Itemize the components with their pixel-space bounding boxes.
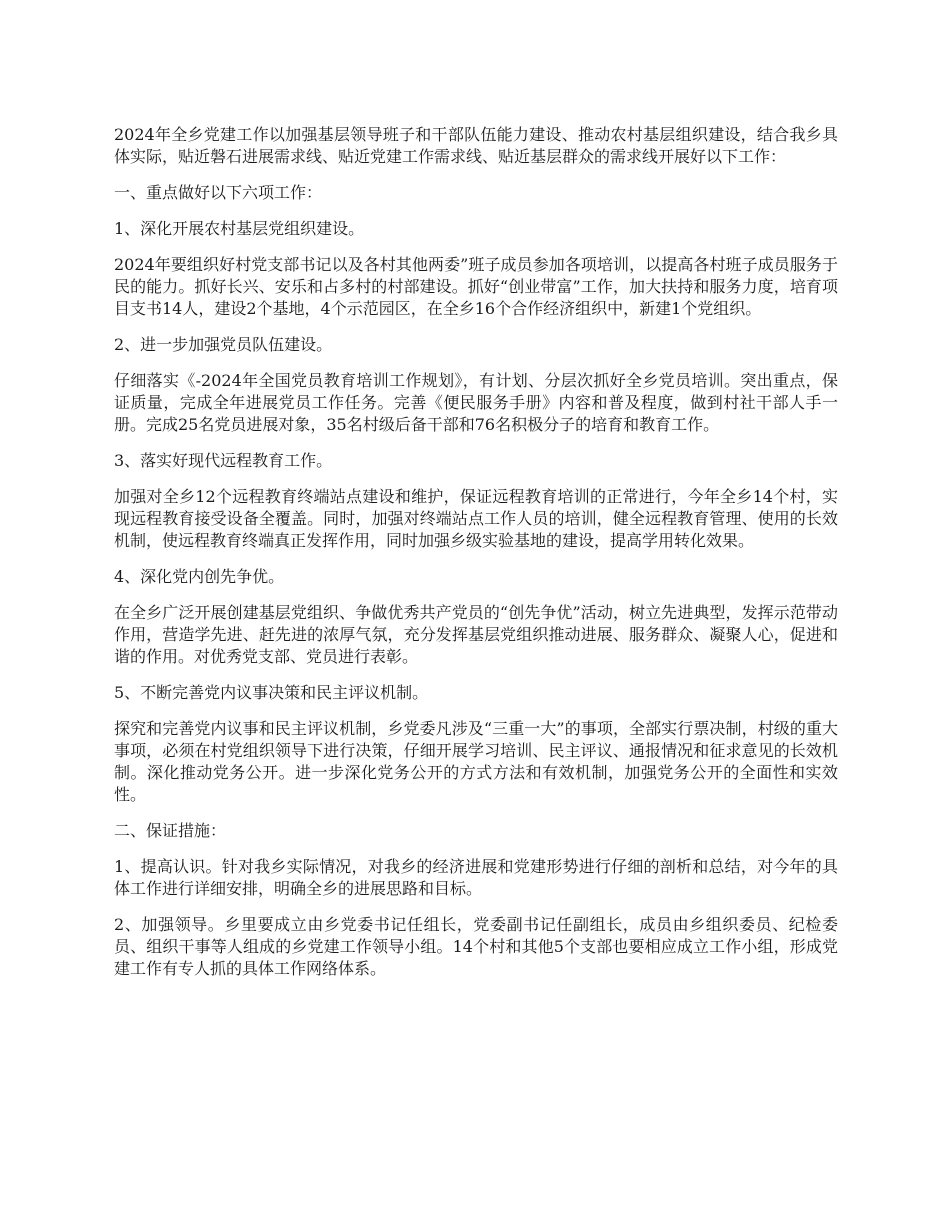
intro-paragraph: 2024年全乡党建工作以加强基层领导班子和干部队伍能力建设、推动农村基层组织建设，结合我乡具体实际，贴近磐石进展需求线、贴近党建工作需求线、贴近基层群众的需求线开展好以下工作： — [114, 125, 838, 166]
body-paragraph: 在全乡广泛开展创建基层党组织、争做优秀共产党员的“创先争优”活动，树立先进典型，发挥示范带动作用，营造学先进、赶先进的浓厚气氛，充分发挥基层党组织推动进展、服务群众、凝聚人心，促进和谐的作用。对优秀党支部、党员进行表彰。 — [114, 603, 838, 666]
item-heading: 1、深化开展农村基层党组织建设。 — [114, 219, 365, 238]
body-paragraph: 探究和完善党内议事和民主评议机制，乡党委凡涉及“三重一大”的事项，全部实行票决制，村级的重大事项，必须在村党组织领导下进行决策，仔细开展学习培训、民主评议、通报情况和征求意见的长效机制。深化推动党务公开。进一步深化党务公开的方式方法和有效机制，加强党务公开的全面性和实效性。 — [114, 719, 838, 804]
item-heading: 3、落实好现代远程教育工作。 — [114, 451, 333, 470]
item-heading: 2、进一步加强党员队伍建设。 — [114, 335, 333, 354]
section-heading: 二、保证措施： — [114, 821, 227, 840]
section-heading: 一、重点做好以下六项工作： — [114, 183, 323, 202]
body-paragraph: 2、加强领导。乡里要成立由乡党委书记任组长，党委副书记任副组长，成员由乡组织委员、纪检委员、组织干事等人组成的乡党建工作领导小组。14个村和其他5个支部也要相应成立工作小组，形成党建工作有专人抓的具体工作网络体系。 — [114, 915, 838, 978]
item-heading: 5、不断完善党内议事决策和民主评议机制。 — [114, 683, 429, 702]
body-paragraph: 加强对全乡12个远程教育终端站点建设和维护，保证远程教育培训的正常进行，今年全乡14个村，实现远程教育接受设备全覆盖。同时，加强对终端站点工作人员的培训，健全远程教育管理、使用的长效机制，使远程教育终端真正发挥作用，同时加强乡级实验基地的建设，提高学用转化效果。 — [114, 487, 838, 550]
document-body — [114, 124, 838, 994]
item-heading: 4、深化党内创先争优。 — [114, 567, 285, 586]
body-paragraph: 1、提高认识。针对我乡实际情况，对我乡的经济进展和党建形势进行仔细的剖析和总结，对今年的具体工作进行详细安排，明确全乡的进展思路和目标。 — [114, 857, 838, 898]
body-paragraph: 2024年要组织好村党支部书记以及各村其他两委”班子成员参加各项培训，以提高各村班子成员服务于民的能力。抓好长兴、安乐和占多村的村部建设。抓好“创业带富”工作，加大扶持和服务力度，培育项目支书14人，建设2个基地，4个示范园区，在全乡16个合作经济组织中，新建1个党组织。 — [114, 255, 838, 318]
body-paragraph: 仔细落实《-2024年全国党员教育培训工作规划》，有计划、分层次抓好全乡党员培训。突出重点，保证质量，完成全年进展党员工作任务。完善《便民服务手册》内容和普及程度，做到村社干部人手一册。完成25名党员进展对象，35名村级后备干部和76名积极分子的培育和教育工作。 — [114, 371, 838, 434]
